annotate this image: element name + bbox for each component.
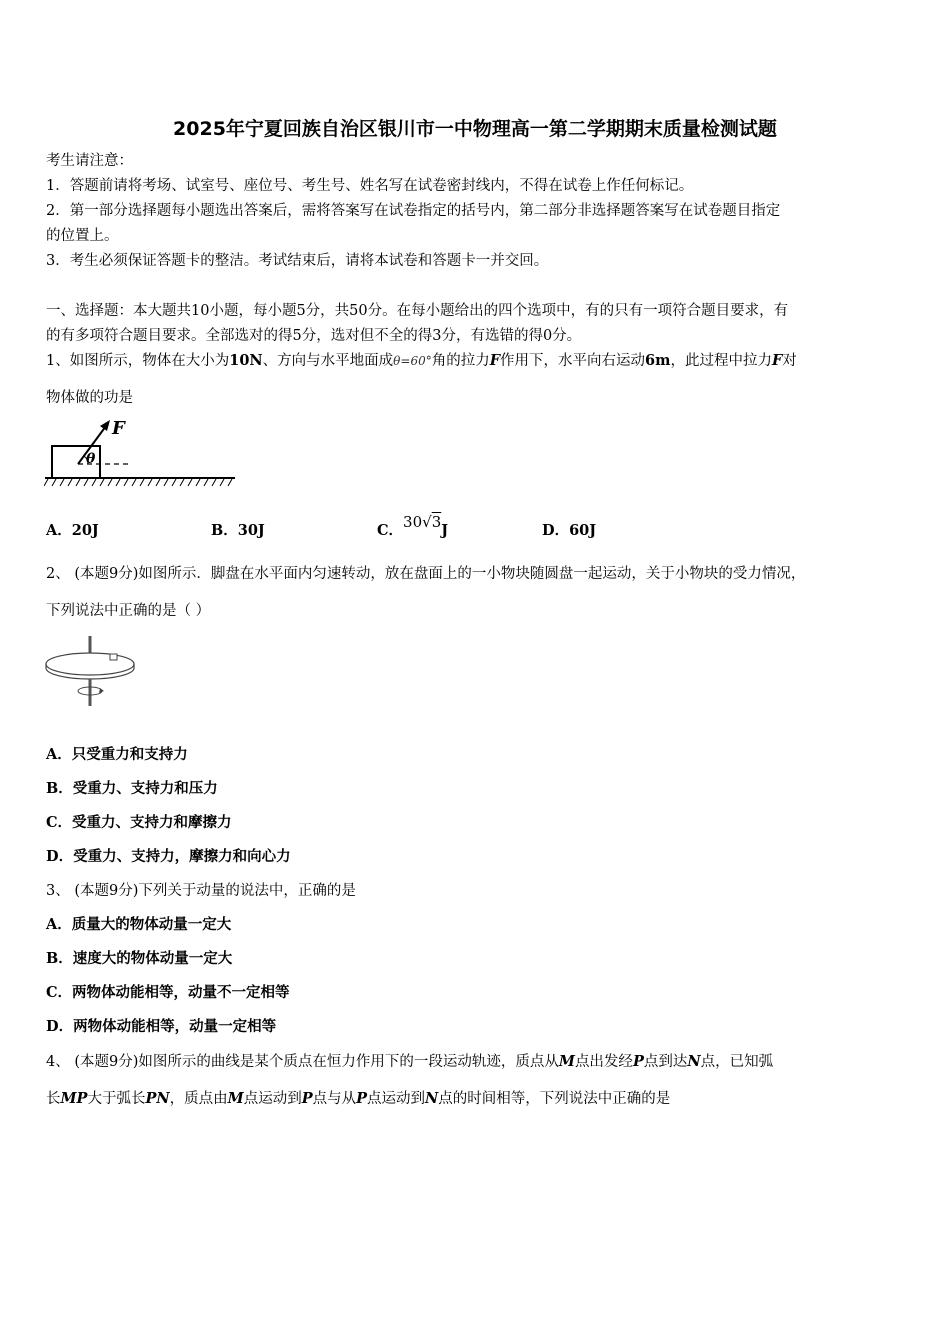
q2-option-c[interactable]: C．受重力、支持力和摩擦力 xyxy=(46,814,232,831)
q2-option-d[interactable]: D．受重力、支持力，摩擦力和向心力 xyxy=(46,848,291,865)
section-instructions-line2: 的有多项符合题目要求。全部选对的得5分，选对但不全的得3分，有选错的得0分。 xyxy=(46,328,582,344)
q2-option-a[interactable]: A．只受重力和支持力 xyxy=(46,746,188,763)
notice-heading: 考生请注意： xyxy=(46,153,133,169)
q1-option-c[interactable]: C．30√3J xyxy=(377,513,449,539)
q2-figure-turntable xyxy=(44,632,140,710)
q1-figure-label-F: F xyxy=(112,418,125,439)
q4-stem-line2: 长MP大于弧长PN，质点由M点运动到P点与从P点运动到N点的时间相等，下列说法中正确的是 xyxy=(46,1090,671,1107)
q1-figure-label-theta: θ xyxy=(86,451,96,467)
q2-stem-line1: 2、 (本题9分)如图所示．脚盘在水平面内匀速转动，放在盘面上的一小物块随圆盘一起运动，关于小物块的受力情况， xyxy=(46,566,806,582)
notice-item-3: 3．考生必须保证答题卡的整洁。考试结束后，请将本试卷和答题卡一并交回。 xyxy=(46,253,549,269)
section-instructions-line1: 一、选择题：本大题共10小题，每小题5分，共50分。在每小题给出的四个选项中，有的只有一项符合题目要求，有 xyxy=(46,303,789,319)
q1-stem-line1: 1、如图所示，物体在大小为10N、方向与水平地面成θ=60°角的拉力F作用下，水平向右运动6m，此过程中拉力F对 xyxy=(46,352,797,369)
notice-item-1: 1．答题前请将考场、试室号、座位号、考生号、姓名写在试卷密封线内，不得在试卷上作任何标记。 xyxy=(46,178,694,194)
q2-stem-line2: 下列说法中正确的是（ ） xyxy=(46,603,211,619)
q2-option-b[interactable]: B．受重力、支持力和压力 xyxy=(46,780,218,797)
q3-stem: 3、 (本题9分)下列关于动量的说法中，正确的是 xyxy=(46,883,356,899)
q3-option-c[interactable]: C．两物体动能相等，动量不一定相等 xyxy=(46,984,290,1001)
q1-stem-line2: 物体做的功是 xyxy=(46,390,133,406)
page-title: 2025年宁夏回族自治区银川市一中物理高一第二学期期末质量检测试题 xyxy=(173,118,777,140)
q3-option-d[interactable]: D．两物体动能相等，动量一定相等 xyxy=(46,1018,277,1035)
q1-figure-block-force xyxy=(44,414,239,492)
notice-item-2-cont: 的位置上。 xyxy=(46,228,119,244)
q3-option-b[interactable]: B．速度大的物体动量一定大 xyxy=(46,950,233,967)
q1-option-b[interactable]: B．30J xyxy=(211,522,265,539)
q3-option-a[interactable]: A．质量大的物体动量一定大 xyxy=(46,916,232,933)
q4-stem-line1: 4、 (本题9分)如图所示的曲线是某个质点在恒力作用下的一段运动轨迹，质点从M点出发经P点到达N点，已知弧 xyxy=(46,1053,774,1070)
q1-option-a[interactable]: A．20J xyxy=(46,522,99,539)
notice-item-2: 2．第一部分选择题每小题选出答案后，需将答案写在试卷指定的括号内，第二部分非选择题答案写在试卷题目指定 xyxy=(46,203,781,219)
q1-option-d[interactable]: D．60J xyxy=(542,522,597,539)
